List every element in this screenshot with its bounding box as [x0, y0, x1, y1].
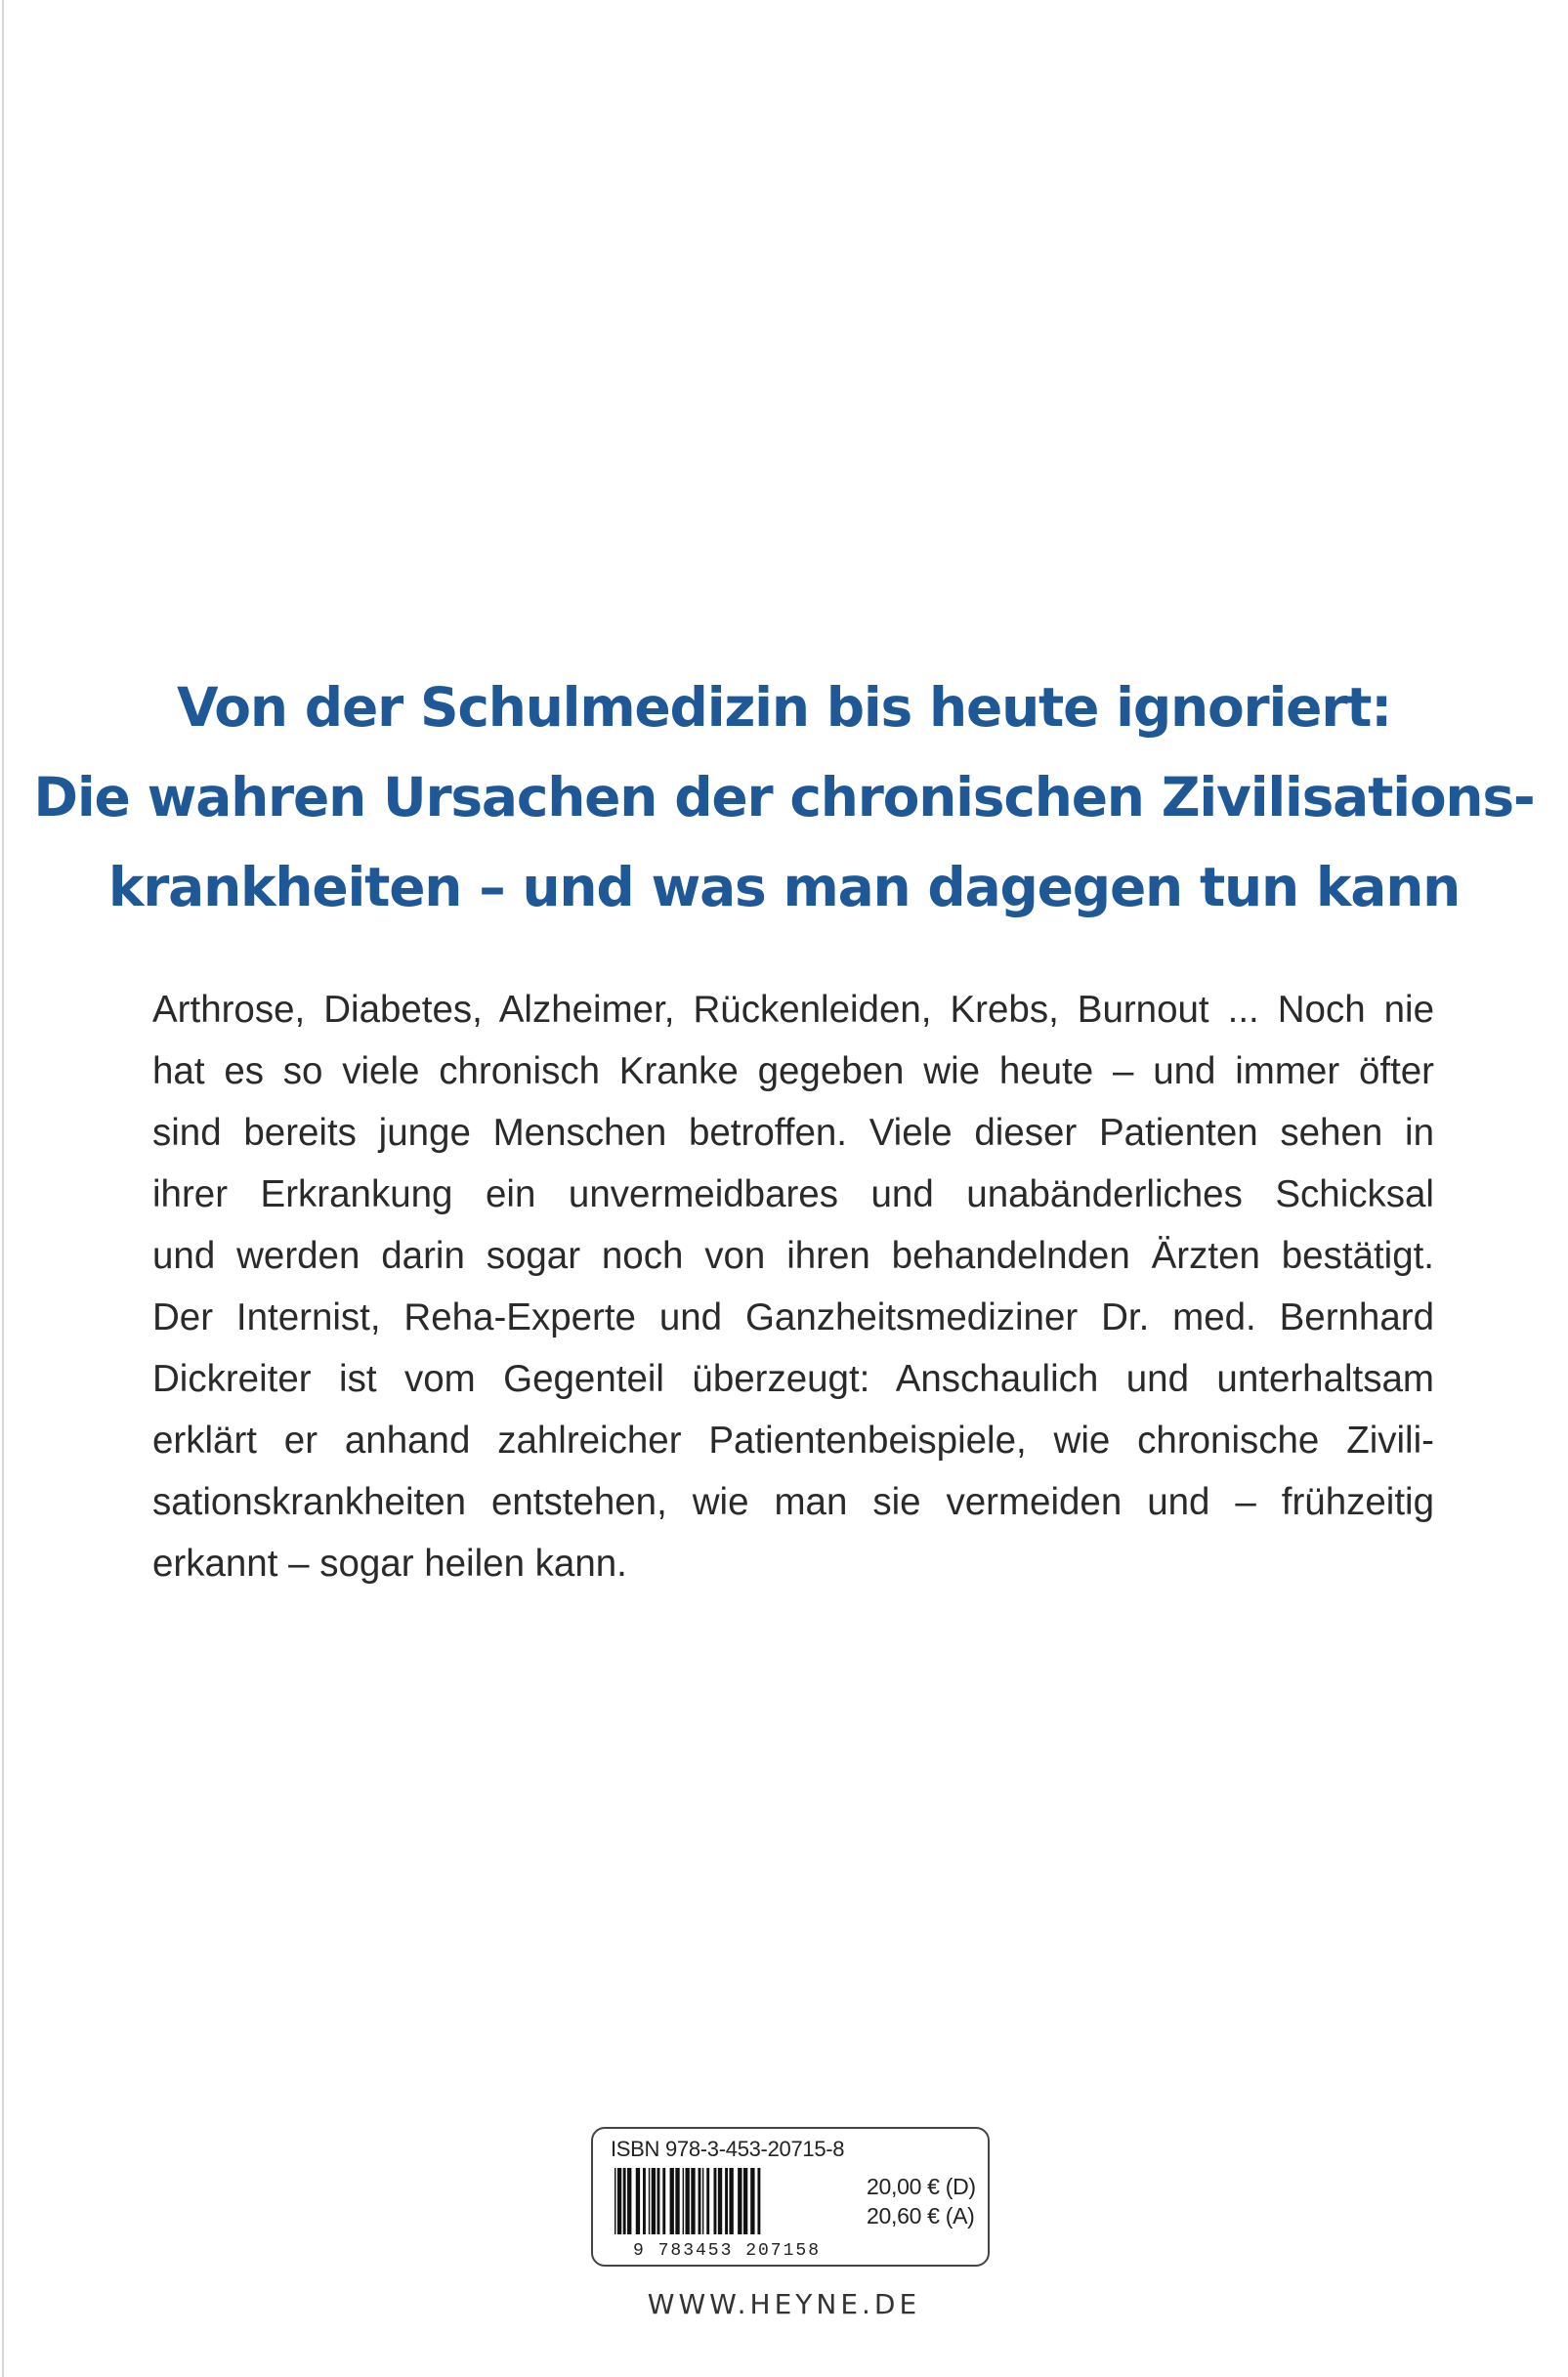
- barcode-bar: [743, 2168, 747, 2234]
- barcode-digits: 9 783453 207158: [632, 2241, 822, 2258]
- blurb-line: hat es so viele chronisch Kranke gegeben wie heute – und immer öfter: [152, 1050, 1434, 1092]
- isbn-label: ISBN 978-3-453-20715-8: [611, 2137, 845, 2161]
- blurb-line: sind bereits junge Menschen betroffen. Viele dieser Patienten sehen in: [152, 1112, 1434, 1154]
- blurb-line: sationskrankheiten entstehen, wie man sie vermeiden und – frühzeitig: [152, 1481, 1434, 1523]
- barcode-bar: [636, 2168, 640, 2234]
- blurb-line: und werden darin sogar noch von ihren behandelnden Ärzten bestätigt.: [152, 1235, 1434, 1277]
- blurb-line: Dickreiter ist vom Gegenteil überzeugt: Anschaulich und unterhaltsam: [152, 1358, 1434, 1400]
- price-austria: 20,60 € (A): [867, 2203, 975, 2228]
- blurb-paragraph: [152, 979, 1434, 1594]
- barcode-bar: [725, 2168, 728, 2234]
- barcode-bar: [627, 2168, 631, 2234]
- barcode-bar: [729, 2168, 733, 2234]
- blurb-line: erkannt – sogar heilen kann.: [152, 1543, 627, 1585]
- barcode-bar: [683, 2168, 684, 2234]
- blurb-line: Der Internist, Reha-Experte und Ganzheitsmediziner Dr. med. Bernhard: [152, 1296, 1434, 1338]
- barcode-bar: [652, 2168, 656, 2234]
- isbn-barcode-box: [591, 2127, 990, 2267]
- barcode-bar: [686, 2168, 690, 2234]
- blurb-line: Arthrose, Diabetes, Alzheimer, Rückenleiden, Krebs, Burnout ... Noch nie: [152, 989, 1434, 1031]
- barcode-bar: [617, 2168, 621, 2234]
- barcode-bar: [643, 2168, 646, 2234]
- headline-line: Von der Schulmedizin bis heute ignoriert:: [176, 676, 1392, 739]
- headline-line: Die wahren Ursachen der chronischen Zivilisations-: [33, 766, 1535, 828]
- barcode-bar: [657, 2168, 660, 2234]
- headline: [0, 662, 1568, 932]
- barcode-bar: [702, 2168, 703, 2234]
- barcode-bar: [649, 2168, 650, 2234]
- blurb-line: erklärt er anhand zahlreicher Patientenbeispiele, wie chronische Zivili-: [152, 1420, 1434, 1462]
- barcode-bar: [714, 2168, 717, 2234]
- barcode-bar: [675, 2168, 679, 2234]
- barcode-icon: [611, 2168, 843, 2258]
- barcode-bar: [738, 2168, 742, 2234]
- spine-edge-line: [2, 0, 4, 2377]
- barcode-bar: [614, 2168, 615, 2234]
- barcode-bar: [750, 2168, 754, 2234]
- barcode-bar: [691, 2168, 695, 2234]
- blurb-line: ihrer Erkrankung ein unvermeidbares und unabänderliches Schicksal: [152, 1173, 1434, 1215]
- barcode-bar: [662, 2168, 665, 2234]
- headline-line: krankheiten – und was man dagegen tun kann: [107, 856, 1461, 918]
- barcode-bar: [706, 2168, 709, 2234]
- barcode-bar: [718, 2168, 722, 2234]
- barcode-bar: [757, 2168, 760, 2234]
- price-germany: 20,00 € (D): [867, 2174, 976, 2199]
- barcode-bar: [670, 2168, 674, 2234]
- barcode-bar: [623, 2168, 626, 2234]
- publisher-website: WWW.HEYNE.DE: [647, 2288, 921, 2320]
- barcode-bar: [699, 2168, 701, 2234]
